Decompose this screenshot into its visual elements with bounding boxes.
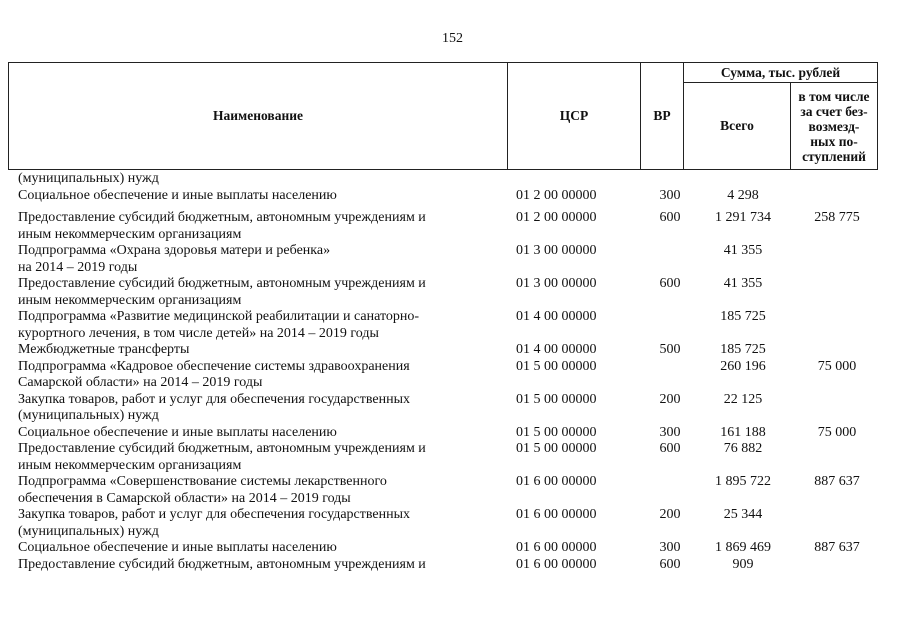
header-vr: ВР bbox=[641, 63, 684, 170]
header-free-line: ных по- bbox=[810, 133, 858, 149]
row-free: 887 637 bbox=[814, 540, 860, 555]
row-free: 887 637 bbox=[814, 474, 860, 489]
row-name-line: Предоставление субсидий бюджетным, автономным учреждениям и bbox=[18, 210, 426, 225]
table-row bbox=[8, 557, 878, 574]
row-vr: 600 bbox=[659, 210, 681, 225]
row-csr: 01 5 00 00000 bbox=[516, 358, 597, 374]
row-csr: 01 6 00 00000 bbox=[516, 507, 597, 522]
row-csr: 01 5 00 00000 bbox=[516, 391, 597, 407]
table-row bbox=[8, 474, 878, 507]
row-name-line: Самарской области» на 2014 – 2019 годы bbox=[18, 375, 263, 390]
table-header bbox=[8, 62, 878, 170]
row-vr: 500 bbox=[659, 342, 681, 357]
row-free: 75 000 bbox=[817, 424, 857, 440]
row-name bbox=[18, 507, 498, 540]
row-name bbox=[18, 171, 498, 188]
header-free-line: возмезд- bbox=[808, 118, 860, 134]
row-name-line: Закупка товаров, работ и услуг для обеспечения государственных bbox=[18, 507, 411, 522]
row-name bbox=[18, 309, 498, 342]
table-row bbox=[8, 359, 878, 392]
row-vr: 300 bbox=[659, 424, 681, 440]
row-csr: 01 6 00 00000 bbox=[516, 474, 597, 489]
row-total: 260 196 bbox=[720, 358, 766, 374]
row-csr: 01 4 00 00000 bbox=[516, 309, 597, 324]
header-sum: Сумма, тыс. рублей bbox=[684, 63, 878, 83]
row-csr: 01 2 00 00000 bbox=[516, 187, 597, 203]
table-row bbox=[8, 276, 878, 309]
row-total: 1 895 722 bbox=[715, 474, 771, 489]
row-name-line: на 2014 – 2019 годы bbox=[18, 259, 138, 275]
row-total: 909 bbox=[732, 556, 754, 572]
row-name-line: Подпрограмма «Кадровое обеспечение системы здравоохранения bbox=[18, 358, 410, 374]
row-name-line: Предоставление субсидий бюджетным, автономным учреждениям и bbox=[18, 556, 426, 572]
header-name: Наименование bbox=[9, 63, 508, 170]
row-name-line: Закупка товаров, работ и услуг для обеспечения государственных bbox=[18, 391, 411, 407]
row-name bbox=[18, 441, 498, 474]
row-free: 258 775 bbox=[814, 210, 860, 225]
row-name-line: иным некоммерческим организациям bbox=[18, 457, 242, 473]
table-row bbox=[8, 507, 878, 540]
header-total: Всего bbox=[684, 83, 791, 170]
row-csr: 01 5 00 00000 bbox=[516, 441, 597, 456]
header-csr: ЦСР bbox=[508, 63, 641, 170]
row-total: 76 882 bbox=[723, 441, 763, 456]
row-name-line: Подпрограмма «Развитие медицинской реабилитации и санаторно- bbox=[18, 309, 420, 324]
row-name-line: иным некоммерческим организациям bbox=[18, 226, 242, 242]
row-name bbox=[18, 392, 498, 425]
row-vr: 300 bbox=[659, 187, 681, 203]
row-total: 161 188 bbox=[720, 424, 766, 440]
table-row bbox=[8, 540, 878, 557]
row-vr: 300 bbox=[659, 540, 681, 555]
row-total: 22 125 bbox=[723, 391, 763, 407]
row-name bbox=[18, 243, 498, 276]
row-vr: 600 bbox=[659, 441, 681, 456]
row-name-line: Предоставление субсидий бюджетным, автономным учреждениям и bbox=[18, 441, 426, 456]
table-row bbox=[8, 243, 878, 276]
row-total: 41 355 bbox=[723, 276, 763, 291]
row-total: 185 725 bbox=[720, 309, 766, 324]
row-name bbox=[18, 210, 498, 243]
row-name bbox=[18, 425, 498, 442]
table-body bbox=[8, 171, 878, 573]
table-row bbox=[8, 425, 878, 442]
table-row bbox=[8, 210, 878, 243]
row-name-line: Социальное обеспечение и иные выплаты населению bbox=[18, 540, 337, 555]
row-csr: 01 3 00 00000 bbox=[516, 276, 597, 291]
row-name-line: Подпрограмма «Охрана здоровья матери и ребенка» bbox=[18, 243, 331, 258]
row-total: 1 869 469 bbox=[715, 540, 771, 555]
row-csr: 01 4 00 00000 bbox=[516, 342, 597, 357]
row-vr: 200 bbox=[659, 507, 681, 522]
row-csr: 01 6 00 00000 bbox=[516, 556, 597, 572]
row-name-line: Социальное обеспечение и иные выплаты населению bbox=[18, 187, 337, 203]
row-vr: 200 bbox=[659, 391, 681, 407]
row-name-line: (муниципальных) нужд bbox=[18, 523, 159, 539]
row-name-line: курортного лечения, в том числе детей» на 2014 – 2019 годы bbox=[18, 325, 379, 341]
row-name-line: обеспечения в Самарской области» на 2014 – 2019 годы bbox=[18, 490, 351, 506]
header-free-line: за счет без- bbox=[800, 103, 868, 119]
row-total: 185 725 bbox=[720, 342, 766, 357]
row-name-line: Предоставление субсидий бюджетным, автономным учреждениям и bbox=[18, 276, 426, 291]
table-row bbox=[8, 441, 878, 474]
row-name-line: иным некоммерческим организациям bbox=[18, 292, 242, 308]
row-total: 1 291 734 bbox=[715, 210, 771, 225]
table-row bbox=[8, 171, 878, 188]
row-csr: 01 2 00 00000 bbox=[516, 210, 597, 225]
page-number: 152 bbox=[442, 31, 463, 46]
row-name bbox=[18, 188, 498, 205]
row-name-line: (муниципальных) нужд bbox=[18, 171, 159, 186]
row-vr: 600 bbox=[659, 556, 681, 572]
row-csr: 01 5 00 00000 bbox=[516, 424, 597, 440]
row-name bbox=[18, 540, 498, 557]
table-row bbox=[8, 309, 878, 342]
header-free bbox=[791, 83, 878, 170]
row-name-line: Межбюджетные трансферты bbox=[18, 342, 190, 357]
row-name bbox=[18, 359, 498, 392]
header-free-line: в том числе bbox=[798, 88, 870, 104]
table-row bbox=[8, 342, 878, 359]
row-total: 41 355 bbox=[723, 243, 763, 258]
row-name bbox=[18, 557, 498, 574]
table-row bbox=[8, 392, 878, 425]
row-name-line: Социальное обеспечение и иные выплаты населению bbox=[18, 424, 337, 440]
row-csr: 01 6 00 00000 bbox=[516, 540, 597, 555]
row-csr: 01 3 00 00000 bbox=[516, 243, 597, 258]
row-free: 75 000 bbox=[817, 358, 857, 374]
row-name bbox=[18, 276, 498, 309]
row-name bbox=[18, 342, 498, 359]
header-free-line: ступлений bbox=[802, 148, 866, 164]
table-row bbox=[8, 188, 878, 205]
row-total: 25 344 bbox=[723, 507, 763, 522]
row-name-line: (муниципальных) нужд bbox=[18, 408, 159, 423]
row-name bbox=[18, 474, 498, 507]
row-vr: 600 bbox=[659, 276, 681, 291]
row-name-line: Подпрограмма «Совершенствование системы лекарственного bbox=[18, 474, 387, 489]
row-total: 4 298 bbox=[727, 187, 759, 203]
